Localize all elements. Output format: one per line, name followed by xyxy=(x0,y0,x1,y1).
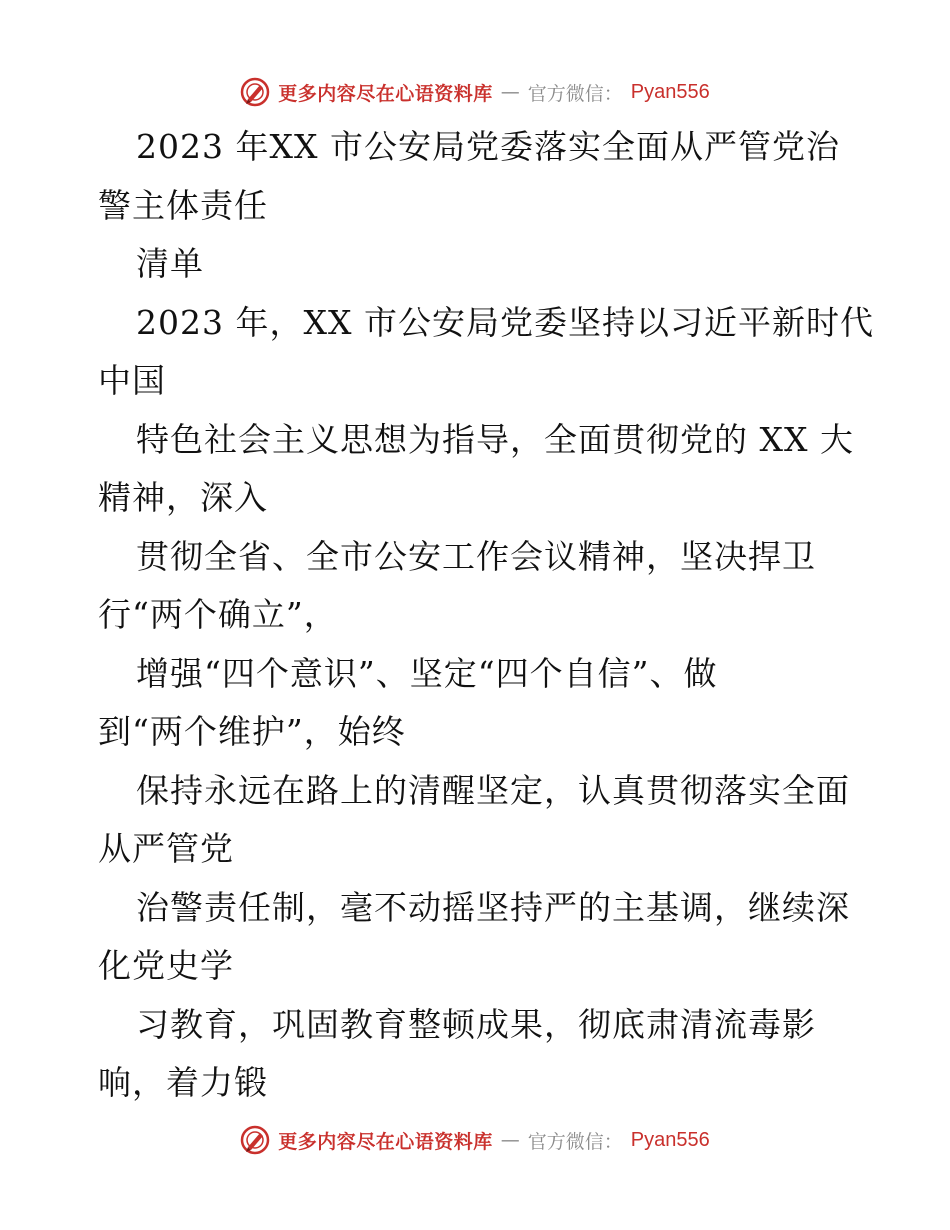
watermark-wechat-id: Pyan556 xyxy=(630,1128,710,1151)
text-line: 增强“四个意识”、坚定“四个自信”、做 xyxy=(136,653,718,693)
pen-logo-icon xyxy=(240,77,270,107)
text-line: 贯彻全省、全市公安工作会议精神，坚决捍卫 xyxy=(136,536,816,576)
watermark-dash: — xyxy=(500,81,520,103)
pen-logo-icon xyxy=(240,1125,270,1155)
watermark-wechat-id: Pyan556 xyxy=(630,80,710,103)
text-line: 精神，深入 xyxy=(98,478,268,517)
watermark-official-label: 官方微信： xyxy=(527,82,623,105)
text-line: 2023 年，XX 市公安局党委坚持以习近平新时代 xyxy=(136,302,874,342)
text-line: 到“两个维护”，始终 xyxy=(98,712,406,751)
text-line: 2023 年XX 市公安局党委落实全面从严管党治 xyxy=(136,127,840,166)
watermark-brand-text: 更多内容尽在心语资料库 xyxy=(278,1130,493,1153)
text-line: 保持永远在路上的清醒坚定，认真贯彻落实全面 xyxy=(136,770,850,810)
document-body xyxy=(98,118,874,1113)
text-line: 警主体责任 xyxy=(98,185,268,225)
text-line: 化党史学 xyxy=(98,946,234,985)
text-line: 响，着力锻 xyxy=(98,1063,268,1102)
watermark-official-label: 官方微信： xyxy=(527,1130,623,1153)
watermark-dash: — xyxy=(500,1129,520,1151)
watermark-brand-text: 更多内容尽在心语资料库 xyxy=(278,82,493,105)
text-line: 治警责任制，毫不动摇坚持严的主基调，继续深 xyxy=(136,887,850,927)
header-watermark xyxy=(0,72,950,112)
text-line: 特色社会主义思想为指导，全面贯彻党的 XX 大 xyxy=(136,419,854,459)
text-line: 习教育，巩固教育整顿成果，彻底肃清流毒影 xyxy=(136,1004,816,1044)
text-line: 行“两个确立”， xyxy=(98,595,338,634)
text-line: 中国 xyxy=(98,361,166,400)
text-line: 从严管党 xyxy=(98,829,234,868)
footer-watermark xyxy=(0,1120,950,1160)
text-line: 清单 xyxy=(136,244,204,283)
